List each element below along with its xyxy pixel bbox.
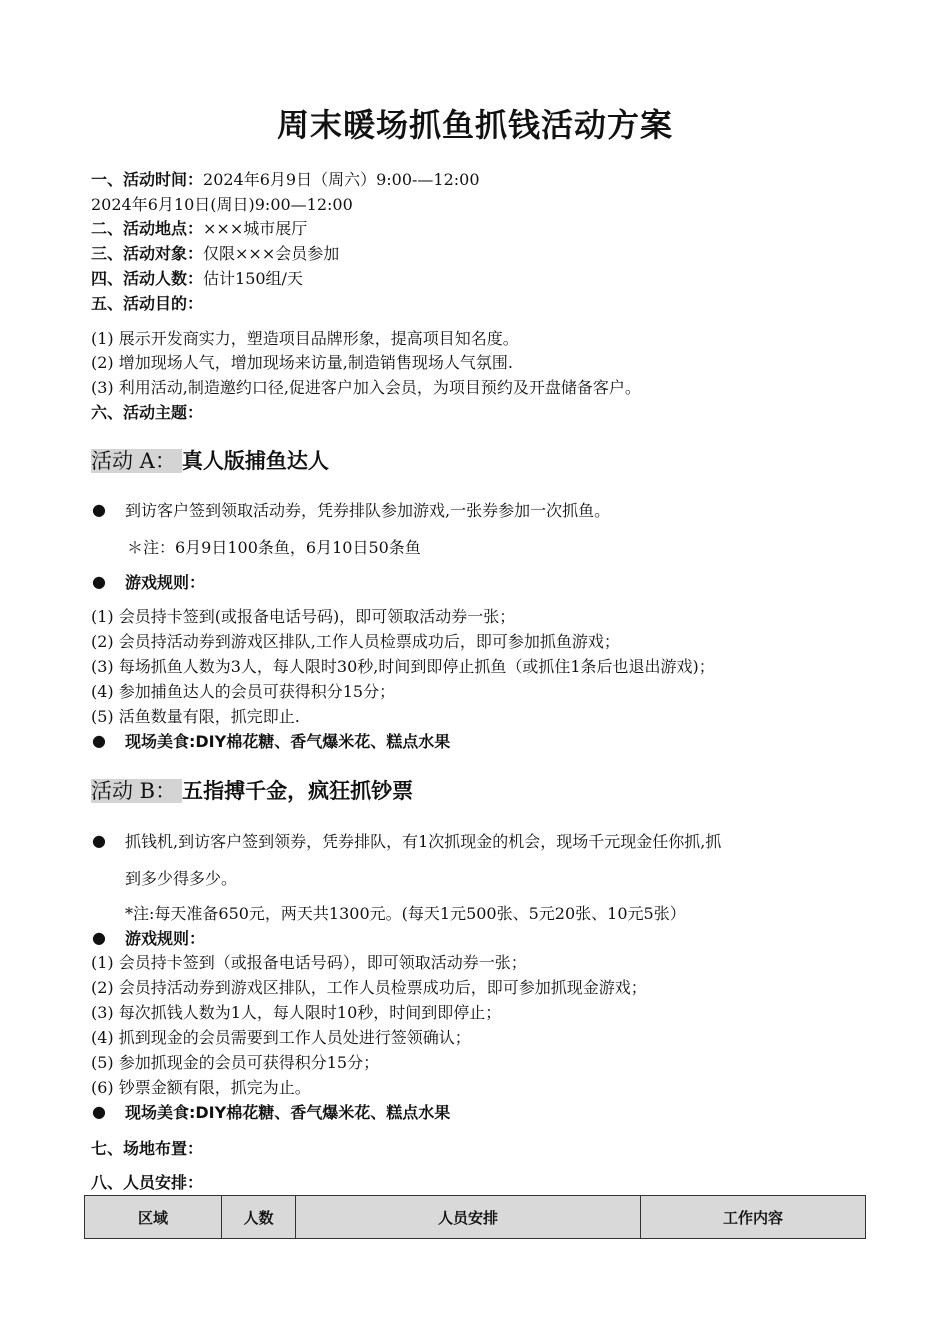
place-label: 二、活动地点： <box>91 219 204 238</box>
bullet-icon: ● <box>92 1102 106 1121</box>
activity-b-prefix: 活动 B： <box>91 779 182 803</box>
time-label: 一、活动时间： <box>91 170 204 189</box>
count-label: 四、活动人数： <box>91 269 204 288</box>
activity-a-note: ＊注：6月9日100条鱼，6月10日50条鱼 <box>127 538 421 557</box>
activity-b-rule: (3) 每次抓钱人数为1人，每人限时10秒，时间到即停止； <box>91 1003 502 1022</box>
activity-b-heading <box>91 776 413 806</box>
activity-b-name: 五指搏千金，疯狂抓钞票 <box>182 779 414 803</box>
goal-label: 五、活动目的： <box>91 294 204 313</box>
activity-b-rule: (4) 抓到现金的会员需要到工作人员处进行签领确认； <box>91 1028 471 1047</box>
goal-item: (1) 展示开发商实力，塑造项目品牌形象，提高项目知名度。 <box>91 329 519 348</box>
activity-b-desc-line2: 到多少得多少。 <box>125 869 238 888</box>
goal-item: (3) 利用活动,制造邀约口径,促进客户加入会员，为项目预约及开盘储备客户。 <box>91 378 641 397</box>
staff-label: 八、人员安排： <box>91 1173 204 1192</box>
bullet-icon: ● <box>92 928 106 947</box>
table-header-cell: 人数 <box>222 1196 296 1239</box>
activity-b-rules-title: 游戏规则： <box>125 929 206 948</box>
count-value: 估计150组/天 <box>203 269 303 288</box>
target-label: 三、活动对象： <box>91 244 204 263</box>
table-header-row <box>85 1196 866 1239</box>
table-header-cell: 工作内容 <box>641 1196 866 1239</box>
target-value: 仅限×××会员参加 <box>203 244 340 263</box>
page-title: 周末暖场抓鱼抓钱活动方案 <box>276 106 673 144</box>
table-header-cell: 区域 <box>85 1196 222 1239</box>
place-value: ×××城市展厅 <box>203 219 308 238</box>
target-line <box>91 243 339 265</box>
bullet-icon: ● <box>92 500 106 519</box>
activity-b-note: *注:每天准备650元，两天共1300元。(每天1元500张、5元20张、10元5张） <box>125 904 686 923</box>
time-value-1: 2024年6月9日（周六）9:00-—12:00 <box>203 170 480 189</box>
activity-a-rule: (3) 每场抓鱼人数为3人，每人限时30秒,时间到即停止抓鱼（或抓住1条后也退出游戏)； <box>91 657 715 676</box>
activity-a-food: 现场美食:DIY棉花糖、香气爆米花、糕点水果 <box>125 732 451 751</box>
activity-a-rules-title: 游戏规则： <box>125 573 206 592</box>
activity-b-rule: (2) 会员持活动券到游戏区排队，工作人员检票成功后，即可参加抓现金游戏； <box>91 978 647 997</box>
activity-a-prefix: 活动 A： <box>91 449 182 473</box>
activity-a-rule: (4) 参加捕鱼达人的会员可获得积分15分； <box>91 682 396 701</box>
activity-b-rule: (6) 钞票金额有限，抓完为止。 <box>91 1078 311 1097</box>
bullet-icon: ● <box>92 731 106 750</box>
goal-item: (2) 增加现场人气，增加现场来访量,制造销售现场人气氛围. <box>91 353 513 372</box>
theme-label: 六、活动主题： <box>91 403 204 422</box>
activity-b-rule: (1) 会员持卡签到（或报备电话号码），即可领取活动券一张； <box>91 953 527 972</box>
activity-a-name: 真人版捕鱼达人 <box>181 449 329 473</box>
activity-a-rule: (5) 活鱼数量有限，抓完即止. <box>91 707 300 726</box>
bullet-icon: ● <box>92 831 106 850</box>
count-line <box>91 268 303 290</box>
activity-b-rule: (5) 参加抓现金的会员可获得积分15分； <box>91 1053 380 1072</box>
activity-b-food: 现场美食:DIY棉花糖、香气爆米花、糕点水果 <box>125 1103 451 1122</box>
place-line <box>91 218 307 240</box>
table-header-cell: 人员安排 <box>296 1196 641 1239</box>
activity-b-desc-line1: 抓钱机,到访客户签到领券，凭券排队，有1次抓现金的机会，现场千元现金任你抓,抓 <box>125 832 722 851</box>
bullet-icon: ● <box>92 572 106 591</box>
staff-table <box>84 1195 866 1239</box>
time-line <box>91 169 480 191</box>
venue-label: 七、场地布置： <box>91 1139 204 1158</box>
activity-a-desc: 到访客户签到领取活动券，凭券排队参加游戏,一张券参加一次抓鱼。 <box>125 501 611 520</box>
activity-a-heading <box>91 446 329 476</box>
time-value-2: 2024年6月10日(周日)9:00—12:00 <box>91 195 353 214</box>
activity-a-rule: (1) 会员持卡签到(或报备电话号码)，即可领取活动券一张； <box>91 607 516 626</box>
activity-a-rule: (2) 会员持活动券到游戏区排队,工作人员检票成功后，即可参加抓鱼游戏； <box>91 632 620 651</box>
